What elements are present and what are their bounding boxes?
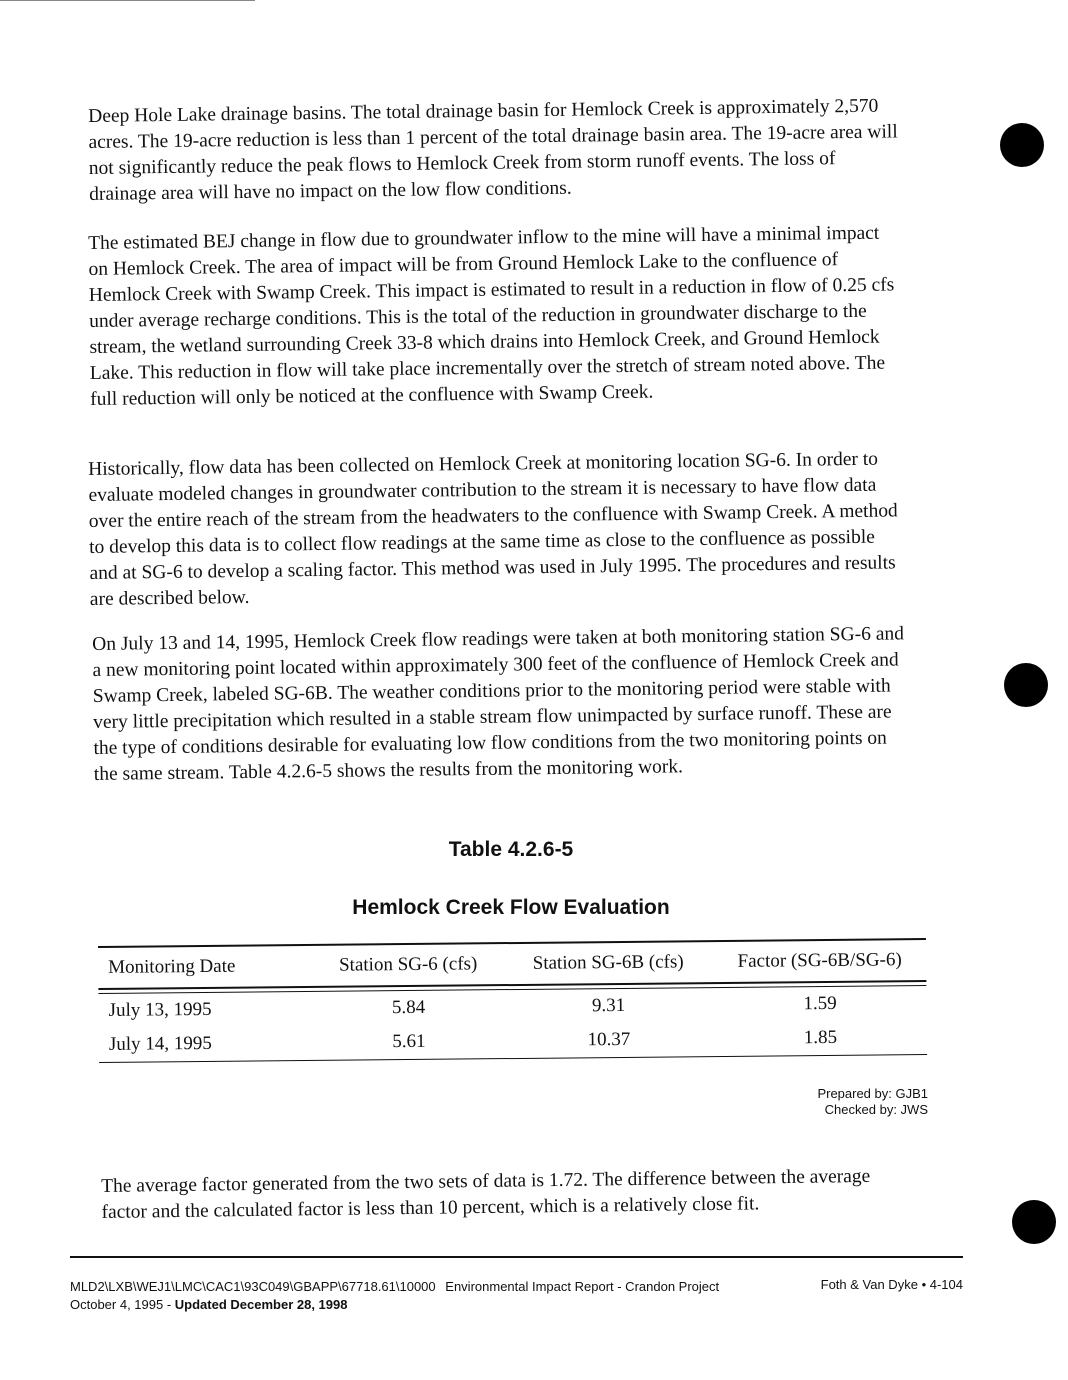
header-station-sg6b: Station SG-6B (cfs) bbox=[532, 951, 684, 974]
footer-date: October 4, 1995 - bbox=[70, 1297, 175, 1312]
top-edge-rule bbox=[0, 0, 255, 1]
footer-company: Foth & Van Dyke bbox=[820, 1277, 918, 1292]
cell-sg6b: 9.31 bbox=[591, 994, 626, 1017]
cell-factor: 1.59 bbox=[803, 992, 837, 1015]
footer-bullet: • bbox=[921, 1277, 927, 1292]
cell-sg6: 5.61 bbox=[392, 1030, 426, 1053]
cell-sg6: 5.84 bbox=[391, 996, 426, 1019]
footer-page-number: 4-104 bbox=[929, 1277, 963, 1292]
prepared-by: Prepared by: GJB1 bbox=[817, 1086, 928, 1101]
cell-sg6b: 10.37 bbox=[587, 1028, 631, 1051]
header-monitoring-date: Monitoring Date bbox=[108, 955, 236, 978]
paragraph-average-factor: The average factor generated from the two sets of data is 1.72. The difference between the average factor and the calculated factor is less than 10 percent, which is a relatively close fit. bbox=[101, 1165, 871, 1223]
header-factor: Factor (SG-6B/SG-6) bbox=[737, 949, 902, 972]
table-title: Hemlock Creek Flow Evaluation bbox=[352, 896, 670, 919]
paragraph-july-readings: On July 13 and 14, 1995, Hemlock Creek flow readings were taken at both monitoring station SG-6 and a new monitoring point located within approximately 300 feet of the confluence of Hemlock Creek and Swamp Creek, labeled SG-6B. The weather conditions prior to the monitoring period were stable with very little precipitation which resulted in a stable stream flow unimpacted by surface runoff. These are the type of conditions desirable for evaluating low flow conditions from the two monitoring points on the same stream. Table 4.2.6-5 shows the results from the monitoring work. bbox=[92, 623, 905, 785]
paragraph-drainage-basins: Deep Hole Lake drainage basins. The total drainage basin for Hemlock Creek is approximately 2,570 acres. The 19-acre reduction is less than 1 percent of the total drainage basin area. The 19-acre area will not significantly reduce the peak flows to Hemlock Creek from storm runoff events. The loss of drainage area will have no impact on the low flow conditions. bbox=[88, 95, 898, 205]
margin-bullet-dot bbox=[1004, 663, 1048, 707]
footer-right bbox=[821, 1276, 963, 1294]
table-number: Table 4.2.6-5 bbox=[448, 838, 574, 861]
header-station-sg6: Station SG-6 (cfs) bbox=[338, 953, 478, 976]
table-preparer-note bbox=[817, 1086, 928, 1118]
cell-factor: 1.85 bbox=[803, 1026, 838, 1049]
footer-left bbox=[70, 1278, 719, 1314]
paragraph-historical-flow-data: Historically, flow data has been collected on Hemlock Creek at monitoring location SG-6. In order to evaluate modeled changes in groundwater contribution to the stream it is necessary to have flow data over the entire reach of the stream from the headwaters to the confluence with Swamp Creek. A method to develop this data is to collect flow readings at the same time as close to the confluence as possible and at SG-6 to develop a scaling factor. This method was used in July 1995. The procedures and results are described below. bbox=[88, 448, 898, 610]
paragraph-bej-flow-change: The estimated BEJ change in flow due to groundwater inflow to the mine will have a minimal impact on Hemlock Creek. The area of impact will be from Ground Hemlock Lake to the confluence of Hemlock Creek with Swamp Creek. This impact is estimated to result in a reduction in flow of 0.25 cfs under average recharge conditions. This is the total of the reduction in groundwater discharge to the stream, the wetland surrounding Creek 33-8 which drains into Hemlock Creek, and Ground Hemlock Lake. This reduction in flow will take place incrementally over the stretch of stream noted above. The full reduction will only be noticed at the confluence with Swamp Creek. bbox=[88, 222, 895, 410]
cell-date: July 14, 1995 bbox=[108, 1032, 212, 1055]
margin-bullet-dot bbox=[1012, 1200, 1056, 1244]
footer-rule bbox=[70, 1256, 963, 1258]
margin-bullet-dot bbox=[1000, 123, 1044, 167]
footer-report-title: Environmental Impact Report - Crandon Project bbox=[445, 1279, 720, 1294]
checked-by: Checked by: JWS bbox=[824, 1102, 928, 1117]
footer-file-path: MLD2\LXB\WEJ1\LMC\CAC1\93C049\GBAPP\67718.61\10000 bbox=[70, 1279, 436, 1294]
flow-evaluation-table bbox=[98, 938, 927, 1063]
footer-updated-date: Updated December 28, 1998 bbox=[174, 1297, 348, 1312]
cell-date: July 13, 1995 bbox=[108, 998, 212, 1021]
